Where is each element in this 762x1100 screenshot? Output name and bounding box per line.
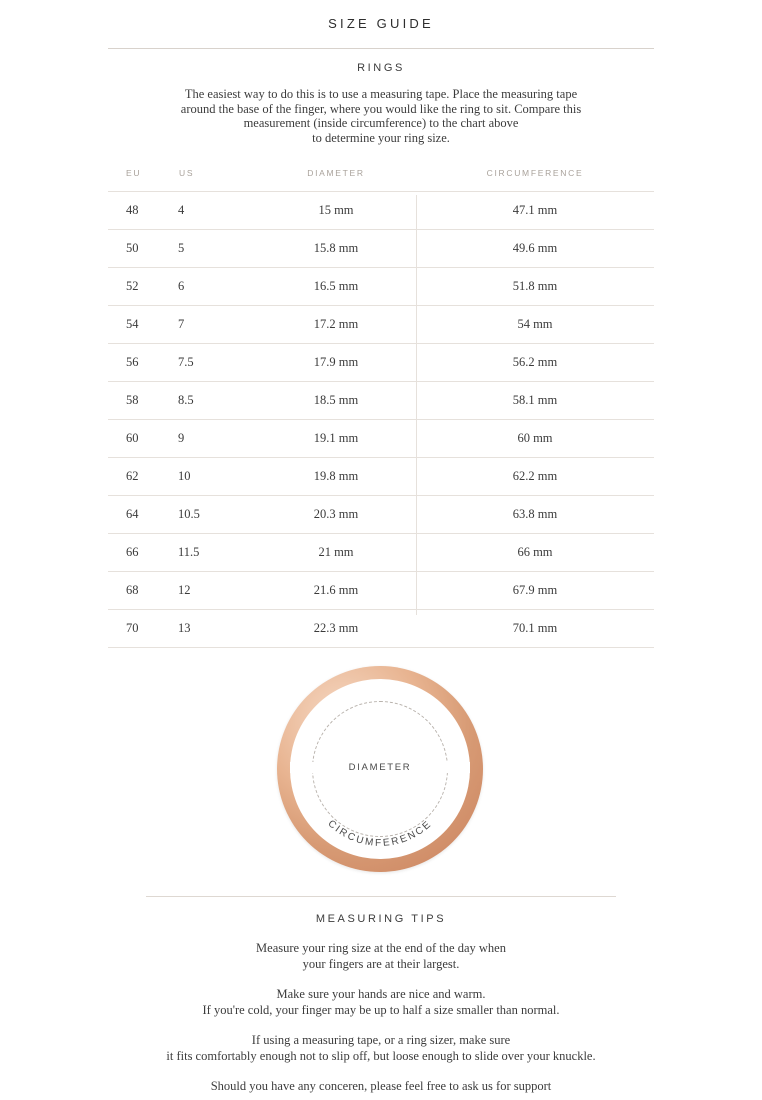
table-row	[108, 420, 654, 458]
cell-diameter: 17.9 mm	[256, 344, 416, 382]
column-header-eu: EU	[126, 168, 142, 179]
title-divider	[108, 48, 654, 49]
cell-diameter: 18.5 mm	[256, 382, 416, 420]
cell-us: 6	[178, 268, 256, 306]
table-row	[108, 496, 654, 534]
cell-diameter: 21 mm	[256, 534, 416, 572]
page-title: SIZE GUIDE	[328, 16, 434, 31]
tip-paragraph-3: If using a measuring tape, or a ring sizer, make sure it fits comfortably enough not to slip off, but loose enough to slide over your knuckle.	[166, 1033, 596, 1063]
cell-circumference: 63.8 mm	[416, 496, 654, 534]
cell-us: 8.5	[178, 382, 256, 420]
measuring-tips-body	[71, 941, 691, 1095]
cell-diameter: 22.3 mm	[256, 610, 416, 648]
intro-line-3: measurement (inside circumference) to the chart above	[243, 116, 519, 131]
column-header-diameter: DIAMETER	[307, 168, 365, 179]
cell-eu: 70	[108, 610, 178, 648]
cell-diameter: 15.8 mm	[256, 230, 416, 268]
cell-circumference: 58.1 mm	[416, 382, 654, 420]
size-table-body	[108, 192, 654, 648]
cell-eu: 50	[108, 230, 178, 268]
cell-us: 9	[178, 420, 256, 458]
cell-diameter: 15 mm	[256, 192, 416, 230]
table-row	[108, 572, 654, 610]
cell-circumference: 70.1 mm	[416, 610, 654, 648]
cell-circumference: 62.2 mm	[416, 458, 654, 496]
cell-eu: 56	[108, 344, 178, 382]
cell-us: 7.5	[178, 344, 256, 382]
tip-paragraph-4: Should you have any conceren, please feel free to ask us for support	[210, 1079, 552, 1094]
cell-eu: 54	[108, 306, 178, 344]
tip-paragraph-2: Make sure your hands are nice and warm. If you're cold, your finger may be up to half a size smaller than normal.	[202, 987, 560, 1017]
cell-diameter: 20.3 mm	[256, 496, 416, 534]
circumference-label-arc	[277, 666, 483, 872]
cell-circumference: 66 mm	[416, 534, 654, 572]
cell-diameter: 19.8 mm	[256, 458, 416, 496]
cell-circumference: 51.8 mm	[416, 268, 654, 306]
table-row	[108, 610, 654, 648]
cell-eu: 60	[108, 420, 178, 458]
intro-line-1: The easiest way to do this is to use a measuring tape. Place the measuring tape	[184, 87, 578, 101]
cell-us: 12	[178, 572, 256, 610]
cell-us: 10.5	[178, 496, 256, 534]
table-row	[108, 534, 654, 572]
cell-us: 10	[178, 458, 256, 496]
cell-us: 11.5	[178, 534, 256, 572]
cell-eu: 62	[108, 458, 178, 496]
cell-us: 7	[178, 306, 256, 344]
cell-eu: 52	[108, 268, 178, 306]
cell-eu: 66	[108, 534, 178, 572]
cell-us: 5	[178, 230, 256, 268]
size-table	[108, 167, 654, 648]
cell-us: 13	[178, 610, 256, 648]
table-row	[108, 382, 654, 420]
table-row	[108, 230, 654, 268]
diameter-label-text: DIAMETER	[341, 762, 420, 773]
intro-line-4: to determine your ring size.	[312, 130, 450, 145]
cell-circumference: 49.6 mm	[416, 230, 654, 268]
cell-circumference: 56.2 mm	[416, 344, 654, 382]
cell-eu: 68	[108, 572, 178, 610]
measuring-tips-title: MEASURING TIPS	[315, 913, 447, 926]
cell-diameter: 16.5 mm	[256, 268, 416, 306]
table-header-row	[108, 167, 654, 192]
table-row	[108, 458, 654, 496]
cell-circumference: 67.9 mm	[416, 572, 654, 610]
intro-line-2: around the base of the finger, where you would like the ring to sit. Compare this	[180, 101, 582, 116]
cell-circumference: 47.1 mm	[416, 192, 654, 230]
cell-circumference: 54 mm	[416, 306, 654, 344]
table-row	[108, 268, 654, 306]
tips-divider	[146, 896, 616, 897]
cell-us: 4	[178, 192, 256, 230]
column-header-circumference: CIRCUMFERENCE	[486, 168, 584, 179]
ring-diagram	[0, 666, 762, 896]
rings-intro	[101, 87, 661, 145]
table-row	[108, 344, 654, 382]
circumference-label-text: CIRCUMFERENCE	[325, 818, 435, 850]
cell-diameter: 17.2 mm	[256, 306, 416, 344]
table-row	[108, 192, 654, 230]
rings-section-title: RINGS	[357, 62, 405, 74]
cell-circumference: 60 mm	[416, 420, 654, 458]
table-vertical-divider	[416, 195, 417, 615]
column-header-us: US	[179, 168, 195, 179]
cell-eu: 58	[108, 382, 178, 420]
cell-diameter: 19.1 mm	[256, 420, 416, 458]
cell-diameter: 21.6 mm	[256, 572, 416, 610]
table-row	[108, 306, 654, 344]
cell-eu: 48	[108, 192, 178, 230]
tip-paragraph-1: Measure your ring size at the end of the day when your fingers are at their largest.	[256, 941, 506, 971]
cell-eu: 64	[108, 496, 178, 534]
size-table-wrapper	[108, 167, 654, 648]
